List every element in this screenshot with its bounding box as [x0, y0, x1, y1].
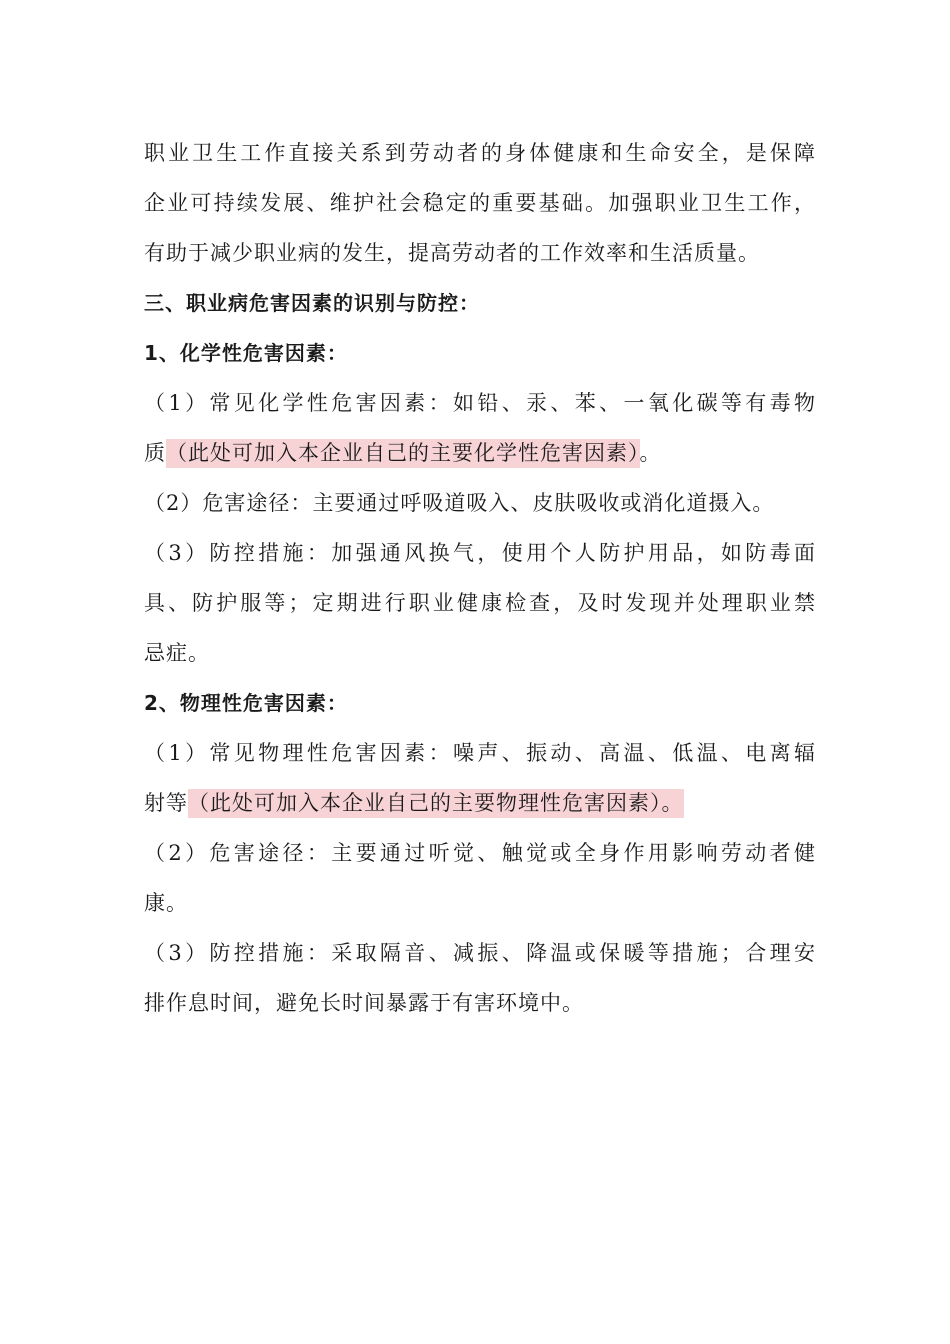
highlighted-placeholder: （此处可加入本企业自己的主要物理性危害因素）。: [188, 789, 684, 818]
physical-item-2-line: （2）危害途径：主要通过听觉、触觉或全身作用影响劳动者健: [144, 841, 816, 865]
physical-item-1-line: （1）常见物理性危害因素：噪声、振动、高温、低温、电离辐: [144, 741, 816, 765]
text-fragment: 。: [639, 441, 662, 465]
physical-item-3-line: 排作息时间，避免长时间暴露于有害环境中。: [144, 991, 584, 1015]
text-fragment: 射等: [144, 791, 188, 815]
chemical-item-1-line: （1）常见化学性危害因素：如铅、汞、苯、一氧化碳等有毒物: [144, 391, 816, 415]
text-fragment: 质: [144, 441, 166, 465]
chemical-item-2: （2）危害途径：主要通过呼吸道吸入、皮肤吸收或消化道摄入。: [144, 491, 775, 515]
chemical-item-3-line: 具、防护服等；定期进行职业健康检查，及时发现并处理职业禁: [144, 591, 816, 615]
intro-line: 企业可持续发展、维护社会稳定的重要基础。加强职业卫生工作，: [144, 191, 816, 215]
physical-item-1-line: [144, 778, 816, 828]
chemical-item-3-line: （3）防控措施：加强通风换气，使用个人防护用品，如防毒面: [144, 541, 816, 565]
chemical-item-3-line: 忌症。: [144, 641, 210, 665]
highlighted-placeholder: （此处可加入本企业自己的主要化学性危害因素）: [166, 439, 640, 468]
intro-line: 有助于减少职业病的发生，提高劳动者的工作效率和生活质量。: [144, 241, 760, 265]
chemical-item-1-line: [144, 428, 816, 478]
section-heading: 三、职业病危害因素的识别与防控：: [144, 291, 480, 315]
subsection-heading-chemical: 1、化学性危害因素：: [144, 341, 348, 365]
physical-item-2-line: 康。: [144, 891, 188, 915]
physical-item-3-line: （3）防控措施：采取隔音、减振、降温或保暖等措施；合理安: [144, 941, 816, 965]
intro-line: 职业卫生工作直接关系到劳动者的身体健康和生命安全，是保障: [144, 141, 816, 165]
subsection-heading-physical: 2、物理性危害因素：: [144, 691, 348, 715]
document-body: [144, 128, 816, 1028]
